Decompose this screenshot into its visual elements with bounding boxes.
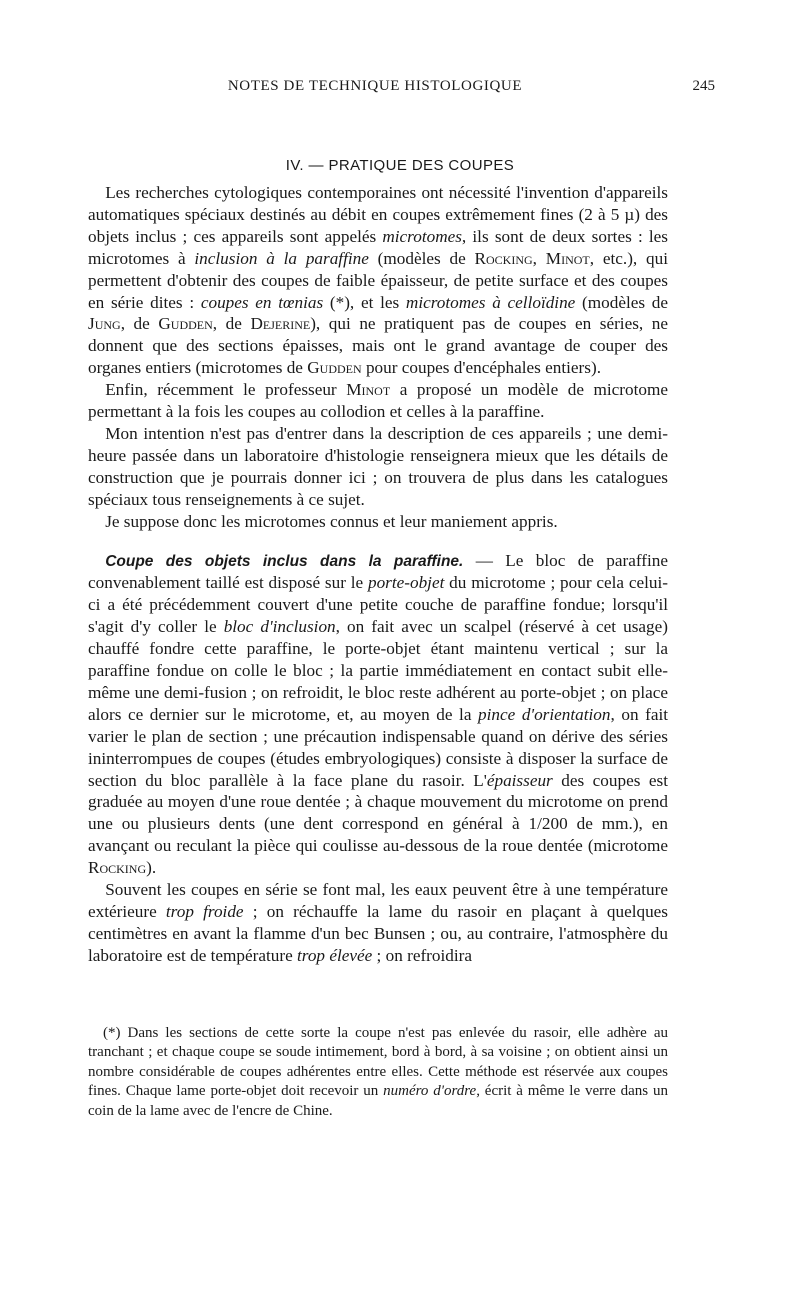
text-run: (modèles de (575, 292, 669, 312)
section-heading: IV. — PRATIQUE DES COUPES (285, 157, 515, 174)
page-header (0, 78, 800, 102)
italic-term: porte-objet (367, 573, 445, 593)
italic-term: coupes en tœnias (200, 292, 324, 312)
author-name: Minot (545, 248, 590, 268)
text-run: , ils sont de deux sortes : les microtomes à (88, 226, 668, 268)
author-name: Gudden (307, 358, 362, 378)
text-run: , de (120, 314, 159, 334)
footnote-text (88, 1024, 668, 1121)
author-name: Gudden (158, 314, 213, 334)
text-run: ), qui ne pratiquent pas de coupes en séries, ne donnent que des sections épaisses, mais ont le grand avantage de couper des organes entiers (microtomes de (88, 314, 668, 378)
italic-term: trop froide (165, 902, 244, 921)
run-in-heading: Coupe des objets inclus dans la paraffine. (105, 552, 464, 570)
text-run: , écrit à même le verre dans un coin de la lame avec de l'encre de Chine. (88, 1083, 668, 1119)
body-text (88, 182, 668, 967)
text-run: a proposé un modèle de microtome permettant à la fois les coupes au collodion et celles à la paraffine. (88, 380, 668, 422)
italic-term: trop élevée (297, 945, 373, 965)
author-name: Dejerine (250, 314, 311, 334)
text-run: , (532, 248, 546, 268)
footnote (88, 1024, 668, 1121)
paragraph-4 (88, 511, 668, 533)
text-run: , on fait avec un scalpel (réservé à cet usage) chauffé fondre cette paraffine, le porte-objet étant maintenu vertical ; sur la paraffine fondue on colle le bloc ; la partie immédiatement en contact subit elle-même une demi-fusion ; on refroidit, le bloc reste adhérent au porte-objet ; on place alors ce dernier sur le microtome, et, au moyen de la (88, 617, 668, 724)
text-run: , de (212, 314, 251, 334)
text-run: Mon intention n'est pas d'entrer dans la description de ces appareils ; une demi-heure passée dans un laboratoire d'histologie renseignera mieux que les détails de construction que je pourrais donner ici ; on trouvera de plus dans les catalogues spéciaux tous renseignements à ce sujet. (88, 423, 668, 509)
text-run: du microtome ; pour cela celui-ci a été précédemment couvert d'une petite couche de paraffine fondue; lorsqu'il s'agit d'y coller le (88, 573, 668, 637)
text-run: , etc.), qui permettent d'obtenir des coupes de faible épaisseur, de petite surface et des coupes en série dites : (88, 248, 668, 312)
italic-term: pince d'orientation (478, 704, 611, 724)
text-run: des coupes est graduée au moyen d'une roue dentée ; à chaque mouvement du microtome on prend une ou plusieurs dents (une dent correspond en général à 1/200 de mm.), en avançant ou reculant la pièce qui coulisse au-dessous de la roue dentée (microtome (88, 770, 668, 856)
italic-term: microtomes (382, 226, 462, 246)
text-run: ; on réchauffe la lame du rasoir en plaçant à quelques centimètres en avant la flamme d'un bec Bunsen ; ou, au contraire, l'atmosphère du laboratoire est de température (88, 902, 668, 965)
page-number: 245 (692, 78, 715, 94)
running-title: NOTES DE TECHNIQUE HISTOLOGIQUE (227, 78, 523, 94)
italic-term: bloc d'inclusion (223, 617, 336, 637)
author-name: Rocking (474, 248, 533, 268)
paragraph-3 (88, 423, 668, 511)
text-run: Les recherches cytologiques contemporaines ont nécessité l'invention d'appareils automatiques spéciaux destinés au débit en coupes extrêmement fines (2 à 5 µ) des objets inclus ; ces appareils sont appelés (88, 183, 668, 246)
text-run: pour coupes d'encéphales entiers). (361, 358, 601, 378)
text-run: — Le bloc de paraffine convenablement taillé est disposé sur le (88, 550, 668, 593)
text-run: (modèles de (368, 248, 475, 268)
text-run: Enfin, récemment le professeur (105, 380, 347, 400)
text-run: ; on refroidira (372, 945, 472, 965)
paragraph-6 (88, 879, 668, 967)
text-run: , on fait varier le plan de section ; une précaution indispensable quand on dérive des séries ininterrompues de coupes (études embryologiques) consiste à disposer la surface de section du bloc parallèle à la face plane du rasoir. L' (88, 704, 668, 790)
text-run: Je suppose donc les microtomes connus et leur maniement appris. (105, 511, 558, 531)
italic-term: épaisseur (486, 770, 553, 790)
italic-term: microtomes à celloïdine (405, 292, 576, 312)
italic-term: numéro d'ordre (383, 1083, 477, 1100)
text-run: (*) Dans les sections de cette sorte la coupe n'est pas enlevée du rasoir, elle adhère au tranchant ; et chaque coupe se soude intimement, bord à bord, à sa voisine ; on obtient ainsi un nombre considérable de coupes adhérentes entre elles. Cette méthode est réservée aux coupes fines. Chaque lame porte-objet doit recevoir un (88, 1025, 668, 1100)
text-run: (*), et les (323, 292, 406, 312)
author-name: Rocking (88, 858, 147, 878)
author-name: Minot (346, 380, 391, 400)
paragraph-2 (88, 379, 668, 423)
text-run: Souvent les coupes en série se font mal, les eaux peuvent être à une température extérieure (88, 880, 668, 921)
italic-term: inclusion à la paraffine (194, 248, 369, 268)
author-name: Jung (88, 314, 121, 334)
paragraph-5 (88, 550, 668, 880)
text-run: ). (146, 858, 157, 878)
paragraph-1 (88, 182, 668, 379)
